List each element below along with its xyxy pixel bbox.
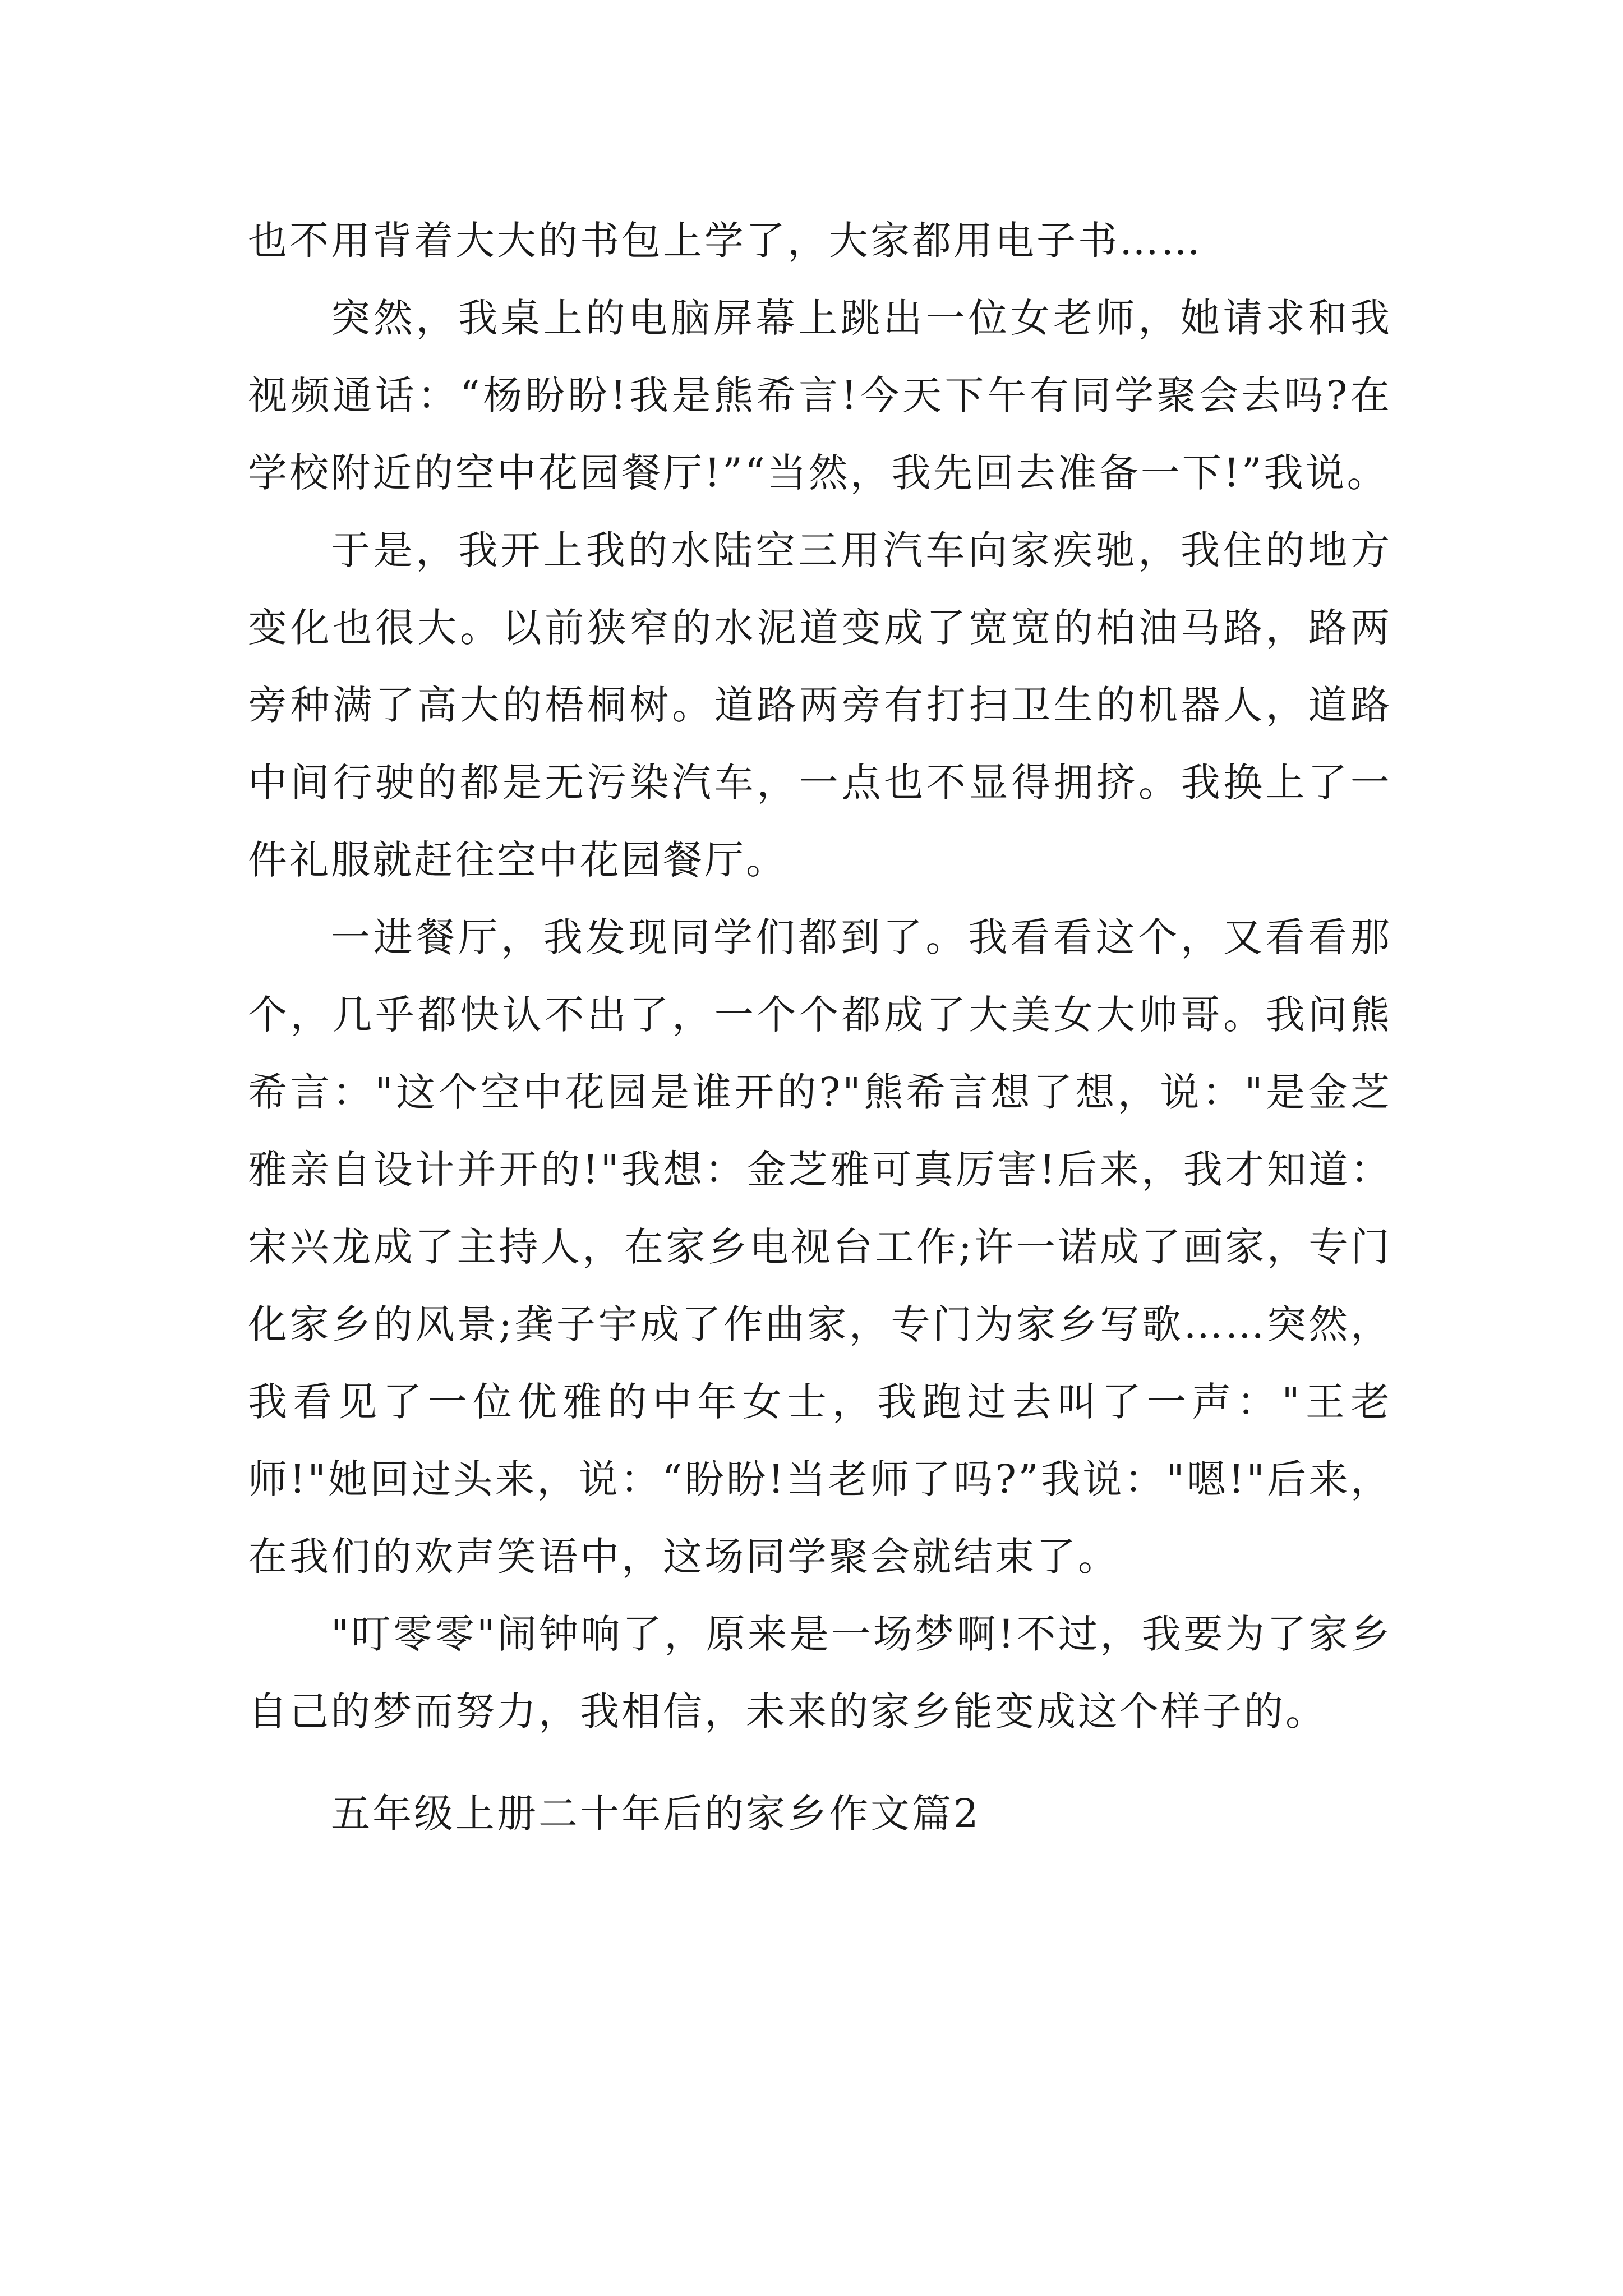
document-body bbox=[248, 202, 1392, 1852]
paragraph-continuation: 也不用背着大大的书包上学了，大家都用电子书…… bbox=[248, 218, 1202, 264]
paragraph-video-call: 突然，我桌上的电脑屏幕上跳出一位女老师，她请求和我视频通话：“杨盼盼!我是熊希言!今天下午有同学聚会去吗?在学校附近的空中花园餐厅!”“当然，我先回去准备一下!”我说。 bbox=[248, 295, 1392, 496]
paragraph-drive-home: 于是，我开上我的水陆空三用汽车向家疾驰，我住的地方变化也很大。以前狭窄的水泥道变成了宽宽的柏油马路，路两旁种满了高大的梧桐树。道路两旁有打扫卫生的机器人，道路中间行驶的都是无污染汽车，一点也不显得拥挤。我换上了一件礼服就赶往空中花园餐厅。 bbox=[248, 527, 1392, 883]
paragraph-alarm: "叮零零"闹钟响了，原来是一场梦啊!不过，我要为了家乡自己的梦而努力，我相信，未来的家乡能变成这个样子的。 bbox=[248, 1611, 1392, 1734]
paragraph-reunion: 一进餐厅，我发现同学们都到了。我看看这个，又看看那个，几乎都快认不出了，一个个都成了大美女大帅哥。我问熊希言："这个空中花园是谁开的?"熊希言想了想，说："是金芝雅亲自设计并开的!"我想：金芝雅可真厉害!后来，我才知道：宋兴龙成了主持人，在家乡电视台工作;许一诺成了画家，专门化家乡的风景;龚子宇成了作曲家，专门为家乡写歌……突然，我看见了一位优雅的中年女士，我跑过去叫了一声："王老师!"她回过头来，说：“盼盼!当老师了吗?”我说："嗯!"后来，在我们的欢声笑语中，这场同学聚会就结束了。 bbox=[248, 914, 1392, 1580]
section-heading: 五年级上册二十年后的家乡作文篇2 bbox=[331, 1791, 981, 1837]
